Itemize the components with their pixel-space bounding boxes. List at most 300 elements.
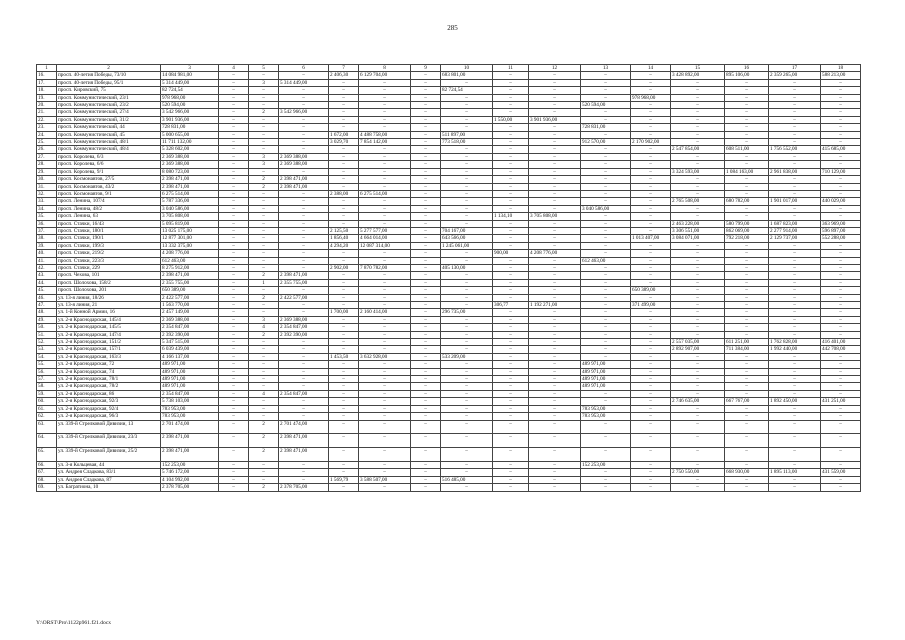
value-cell: – bbox=[493, 94, 529, 101]
value-cell: – bbox=[219, 72, 249, 79]
value-cell: – bbox=[769, 87, 821, 94]
value-cell: – bbox=[219, 353, 249, 360]
table-row bbox=[37, 116, 861, 123]
value-cell: – bbox=[359, 250, 411, 257]
value-cell: – bbox=[359, 361, 411, 368]
value-cell: – bbox=[493, 448, 529, 462]
value-cell: 2 369 388,00 bbox=[161, 153, 219, 160]
value-cell: 4 104 992,00 bbox=[161, 476, 219, 483]
table-row bbox=[37, 94, 861, 101]
value-cell: – bbox=[493, 109, 529, 116]
value-cell: – bbox=[219, 420, 249, 434]
value-cell: – bbox=[279, 242, 329, 249]
address-cell: просп. Космонавтов, 9/1 bbox=[57, 190, 161, 197]
value-cell: – bbox=[279, 309, 329, 316]
value-cell: – bbox=[821, 94, 861, 101]
value-cell: – bbox=[631, 227, 671, 234]
value-cell: – bbox=[329, 287, 359, 294]
row-number-cell: 48. bbox=[37, 309, 57, 316]
value-cell: – bbox=[493, 264, 529, 271]
table-row bbox=[37, 227, 861, 234]
value-cell: – bbox=[411, 361, 441, 368]
value-cell: – bbox=[821, 302, 861, 309]
value-cell: – bbox=[411, 168, 441, 175]
address-cell: просп. Ленина, 48/2 bbox=[57, 205, 161, 212]
value-cell: 2 354 847,00 bbox=[279, 390, 329, 397]
address-cell: ул. 1-й Конной Армии, 16 bbox=[57, 309, 161, 316]
value-cell: – bbox=[581, 420, 631, 434]
value-cell: 489 971,00 bbox=[161, 376, 219, 383]
address-cell: ул. 2-я Краснодарская, 78/2 bbox=[57, 383, 161, 390]
value-cell: – bbox=[631, 124, 671, 131]
value-cell: – bbox=[493, 72, 529, 79]
value-cell: 13 332 375,00 bbox=[161, 242, 219, 249]
value-cell: – bbox=[359, 368, 411, 375]
value-cell: – bbox=[769, 302, 821, 309]
value-cell: – bbox=[359, 153, 411, 160]
address-cell: ул. Багратиона, 10 bbox=[57, 484, 161, 491]
value-cell: – bbox=[219, 302, 249, 309]
table-row bbox=[37, 176, 861, 183]
value-cell: – bbox=[441, 205, 493, 212]
value-cell: – bbox=[769, 257, 821, 264]
value-cell: – bbox=[329, 272, 359, 279]
value-cell: 5 314 449,00 bbox=[279, 79, 329, 86]
value-cell: – bbox=[821, 131, 861, 138]
address-cell: просп. Шолохова, 158/2 bbox=[57, 279, 161, 286]
table-row bbox=[37, 264, 861, 271]
value-cell: – bbox=[769, 287, 821, 294]
value-cell: – bbox=[671, 324, 725, 331]
value-cell: – bbox=[493, 227, 529, 234]
value-cell: – bbox=[529, 94, 581, 101]
row-number-cell: 19. bbox=[37, 94, 57, 101]
row-number-cell: 16. bbox=[37, 72, 57, 79]
value-cell: – bbox=[821, 420, 861, 434]
value-cell: – bbox=[219, 250, 249, 257]
column-number-7: 7 bbox=[329, 65, 359, 72]
value-cell: – bbox=[219, 448, 249, 462]
value-cell: 440 029,00 bbox=[821, 198, 861, 205]
value-cell: 13 025 175,00 bbox=[161, 227, 219, 234]
value-cell: – bbox=[821, 176, 861, 183]
table-row bbox=[37, 205, 861, 212]
value-cell: – bbox=[581, 448, 631, 462]
value-cell: – bbox=[219, 346, 249, 353]
value-cell: – bbox=[411, 257, 441, 264]
value-cell: 3 588 507,00 bbox=[359, 476, 411, 483]
value-cell: 7 870 782,00 bbox=[359, 264, 411, 271]
table-row bbox=[37, 353, 861, 360]
value-cell: – bbox=[441, 294, 493, 301]
value-cell: – bbox=[671, 287, 725, 294]
table-row bbox=[37, 448, 861, 462]
value-cell: 1 856,40 bbox=[329, 235, 359, 242]
value-cell: – bbox=[671, 353, 725, 360]
value-cell: – bbox=[529, 294, 581, 301]
value-cell: – bbox=[725, 376, 769, 383]
value-cell: – bbox=[529, 287, 581, 294]
value-cell: 3 bbox=[249, 161, 279, 168]
value-cell: – bbox=[219, 213, 249, 220]
value-cell: – bbox=[441, 316, 493, 323]
value-cell: – bbox=[441, 287, 493, 294]
value-cell: – bbox=[529, 316, 581, 323]
value-cell: – bbox=[279, 287, 329, 294]
value-cell: 5 787 336,00 bbox=[161, 198, 219, 205]
value-cell: – bbox=[671, 461, 725, 468]
row-number-cell: 35. bbox=[37, 213, 57, 220]
value-cell: – bbox=[411, 102, 441, 109]
value-cell: – bbox=[821, 383, 861, 390]
value-cell: – bbox=[441, 469, 493, 476]
value-cell: – bbox=[631, 461, 671, 468]
value-cell: – bbox=[769, 383, 821, 390]
value-cell: – bbox=[411, 264, 441, 271]
value-cell: – bbox=[671, 309, 725, 316]
value-cell: – bbox=[279, 383, 329, 390]
value-cell: – bbox=[329, 448, 359, 462]
value-cell: – bbox=[821, 353, 861, 360]
column-number-2: 2 bbox=[57, 65, 161, 72]
value-cell: – bbox=[529, 484, 581, 491]
value-cell: – bbox=[581, 87, 631, 94]
value-cell: – bbox=[249, 139, 279, 146]
value-cell: 4 208 776,00 bbox=[161, 250, 219, 257]
value-cell: – bbox=[671, 109, 725, 116]
value-cell: – bbox=[411, 413, 441, 420]
value-cell: 2 398 471,00 bbox=[161, 448, 219, 462]
value-cell: – bbox=[769, 153, 821, 160]
value-cell: – bbox=[493, 316, 529, 323]
value-cell: – bbox=[671, 153, 725, 160]
value-cell: 773 518,00 bbox=[441, 139, 493, 146]
value-cell: – bbox=[329, 161, 359, 168]
value-cell: – bbox=[581, 324, 631, 331]
value-cell: – bbox=[219, 146, 249, 153]
value-cell: – bbox=[219, 116, 249, 123]
column-number-13: 13 bbox=[581, 65, 631, 72]
table-row bbox=[37, 102, 861, 109]
value-cell: – bbox=[219, 235, 249, 242]
value-cell: – bbox=[769, 250, 821, 257]
value-cell: 6 039 439,00 bbox=[161, 346, 219, 353]
value-cell: 5 000 655,00 bbox=[161, 131, 219, 138]
value-cell: 2 547 854,00 bbox=[671, 146, 725, 153]
value-cell: – bbox=[671, 279, 725, 286]
value-cell: 3 bbox=[249, 153, 279, 160]
value-cell: – bbox=[329, 339, 359, 346]
value-cell: – bbox=[671, 376, 725, 383]
value-cell: – bbox=[529, 257, 581, 264]
value-cell: – bbox=[769, 116, 821, 123]
value-cell: 783 953,00 bbox=[581, 405, 631, 412]
value-cell: 2 398 471,00 bbox=[279, 176, 329, 183]
row-number-cell: 43. bbox=[37, 272, 57, 279]
value-cell: – bbox=[359, 116, 411, 123]
value-cell: – bbox=[219, 461, 249, 468]
value-cell: – bbox=[359, 376, 411, 383]
value-cell: – bbox=[441, 272, 493, 279]
value-cell: – bbox=[279, 190, 329, 197]
value-cell: – bbox=[821, 324, 861, 331]
value-cell: 4 208 776,00 bbox=[529, 250, 581, 257]
value-cell: 2 398 471,00 bbox=[161, 176, 219, 183]
value-cell: 2 746 635,00 bbox=[671, 398, 725, 405]
value-cell: – bbox=[249, 168, 279, 175]
value-cell: – bbox=[279, 302, 329, 309]
value-cell: 5 738 103,00 bbox=[161, 398, 219, 405]
value-cell: – bbox=[219, 205, 249, 212]
value-cell: 2 369 388,00 bbox=[161, 316, 219, 323]
value-cell: – bbox=[411, 124, 441, 131]
value-cell: – bbox=[279, 94, 329, 101]
value-cell: – bbox=[529, 461, 581, 468]
value-cell: 516 485,00 bbox=[441, 476, 493, 483]
value-cell: – bbox=[441, 116, 493, 123]
value-cell: – bbox=[359, 79, 411, 86]
row-number-cell: 28. bbox=[37, 161, 57, 168]
table-row bbox=[37, 279, 861, 286]
value-cell: – bbox=[725, 383, 769, 390]
value-cell: 2 961 838,00 bbox=[769, 168, 821, 175]
value-cell: – bbox=[821, 79, 861, 86]
value-cell: – bbox=[441, 161, 493, 168]
value-cell: – bbox=[631, 420, 671, 434]
value-cell: – bbox=[329, 368, 359, 375]
value-cell: 3 705 808,00 bbox=[529, 213, 581, 220]
value-cell: – bbox=[359, 94, 411, 101]
value-cell: 2 392 390,00 bbox=[279, 331, 329, 338]
value-cell: – bbox=[631, 176, 671, 183]
value-cell: – bbox=[631, 161, 671, 168]
value-cell: – bbox=[249, 376, 279, 383]
value-cell: – bbox=[411, 242, 441, 249]
address-cell: просп. Коммунистический, 23/1 bbox=[57, 94, 161, 101]
value-cell: – bbox=[329, 294, 359, 301]
column-number-4: 4 bbox=[219, 65, 249, 72]
value-cell: – bbox=[359, 124, 411, 131]
value-cell: – bbox=[329, 213, 359, 220]
value-cell: – bbox=[769, 390, 821, 397]
table-row bbox=[37, 413, 861, 420]
value-cell: 489 971,00 bbox=[161, 383, 219, 390]
value-cell: – bbox=[821, 161, 861, 168]
address-cell: просп. Коммунистический, 48/4 bbox=[57, 146, 161, 153]
value-cell: 4 166 137,00 bbox=[161, 353, 219, 360]
value-cell: – bbox=[493, 272, 529, 279]
value-cell: – bbox=[279, 146, 329, 153]
value-cell: 792 218,00 bbox=[725, 235, 769, 242]
table-row bbox=[37, 294, 861, 301]
value-cell: – bbox=[529, 279, 581, 286]
value-cell: – bbox=[769, 368, 821, 375]
value-cell: – bbox=[631, 316, 671, 323]
value-cell: 650 389,00 bbox=[631, 287, 671, 294]
value-cell: 2 369 388,00 bbox=[279, 316, 329, 323]
value-cell: – bbox=[411, 294, 441, 301]
value-cell: 12 087 314,00 bbox=[359, 242, 411, 249]
address-cell: просп. Шолохова, 201 bbox=[57, 287, 161, 294]
value-cell: 1 bbox=[249, 279, 279, 286]
value-cell: 3 040 586,00 bbox=[161, 205, 219, 212]
value-cell: – bbox=[581, 213, 631, 220]
value-cell: 2 892 907,00 bbox=[671, 346, 725, 353]
value-cell: 82 724,54 bbox=[161, 87, 219, 94]
value-cell: 2 bbox=[249, 294, 279, 301]
value-cell: – bbox=[725, 461, 769, 468]
address-cell: ул. 2-я Краснодарская, 86 bbox=[57, 390, 161, 397]
value-cell: – bbox=[769, 131, 821, 138]
value-cell: – bbox=[359, 331, 411, 338]
row-number-cell: 58. bbox=[37, 383, 57, 390]
value-cell: – bbox=[219, 257, 249, 264]
value-cell: – bbox=[249, 264, 279, 271]
value-cell: 2 378 705,00 bbox=[161, 484, 219, 491]
value-cell: – bbox=[359, 198, 411, 205]
value-cell: – bbox=[821, 87, 861, 94]
value-cell: – bbox=[219, 124, 249, 131]
value-cell: – bbox=[279, 469, 329, 476]
value-cell: – bbox=[411, 109, 441, 116]
value-cell: 1 013 407,00 bbox=[631, 235, 671, 242]
value-cell: – bbox=[631, 264, 671, 271]
table-row bbox=[37, 398, 861, 405]
address-cell: ул. 339-й Стрелковой Дивизии, 23/3 bbox=[57, 434, 161, 448]
value-cell: – bbox=[769, 420, 821, 434]
row-number-cell: 18. bbox=[37, 87, 57, 94]
value-cell: 7 854 142,00 bbox=[359, 139, 411, 146]
value-cell: – bbox=[581, 476, 631, 483]
value-cell: 2 398 471,00 bbox=[161, 434, 219, 448]
address-cell: ул. 2-я Краснодарская, 163/3 bbox=[57, 353, 161, 360]
value-cell: – bbox=[581, 79, 631, 86]
value-cell: 1 084 163,00 bbox=[725, 168, 769, 175]
value-cell: – bbox=[219, 102, 249, 109]
column-number-1: 1 bbox=[37, 65, 57, 72]
value-cell: – bbox=[219, 287, 249, 294]
row-number-cell: 31. bbox=[37, 183, 57, 190]
table-row bbox=[37, 139, 861, 146]
value-cell: 2 398 471,00 bbox=[279, 448, 329, 462]
value-cell: 5 277 577,00 bbox=[359, 227, 411, 234]
row-number-cell: 23. bbox=[37, 124, 57, 131]
value-cell: – bbox=[631, 279, 671, 286]
row-number-cell: 27. bbox=[37, 153, 57, 160]
value-cell: – bbox=[493, 79, 529, 86]
value-cell: – bbox=[631, 361, 671, 368]
value-cell: – bbox=[821, 405, 861, 412]
row-number-cell: 60. bbox=[37, 398, 57, 405]
value-cell: – bbox=[441, 413, 493, 420]
value-cell: – bbox=[329, 302, 359, 309]
column-number-16: 16 bbox=[725, 65, 769, 72]
value-cell: – bbox=[329, 398, 359, 405]
value-cell: 3 029,70 bbox=[329, 139, 359, 146]
value-cell: – bbox=[441, 220, 493, 227]
value-cell: – bbox=[219, 168, 249, 175]
value-cell: 8 275 912,00 bbox=[161, 264, 219, 271]
value-cell: 489 971,00 bbox=[161, 361, 219, 368]
value-cell: 2 bbox=[249, 331, 279, 338]
value-cell: – bbox=[493, 413, 529, 420]
value-cell: – bbox=[529, 183, 581, 190]
value-cell: 683 801,00 bbox=[441, 72, 493, 79]
value-cell: – bbox=[725, 368, 769, 375]
value-cell: – bbox=[821, 190, 861, 197]
value-cell: – bbox=[581, 94, 631, 101]
value-cell: – bbox=[529, 420, 581, 434]
value-cell: – bbox=[493, 383, 529, 390]
value-cell: – bbox=[631, 294, 671, 301]
value-cell: 978 968,00 bbox=[161, 94, 219, 101]
value-cell: – bbox=[493, 146, 529, 153]
table-row bbox=[37, 146, 861, 153]
value-cell: – bbox=[411, 220, 441, 227]
value-cell: 2 398 471,00 bbox=[161, 272, 219, 279]
value-cell: 1 756 552,00 bbox=[769, 146, 821, 153]
value-cell: – bbox=[279, 368, 329, 375]
value-cell: 4 664 014,00 bbox=[359, 235, 411, 242]
value-cell: 596 897,00 bbox=[821, 227, 861, 234]
value-cell: – bbox=[581, 153, 631, 160]
value-cell: – bbox=[411, 227, 441, 234]
value-cell: – bbox=[249, 94, 279, 101]
value-cell: – bbox=[671, 434, 725, 448]
value-cell: – bbox=[441, 390, 493, 397]
value-cell: – bbox=[411, 346, 441, 353]
value-cell: – bbox=[219, 390, 249, 397]
value-cell: 152 253,00 bbox=[581, 461, 631, 468]
value-cell: 1 762 828,00 bbox=[769, 339, 821, 346]
table-row bbox=[37, 390, 861, 397]
value-cell: 2 463 228,00 bbox=[671, 220, 725, 227]
value-cell: – bbox=[411, 331, 441, 338]
table-row bbox=[37, 213, 861, 220]
column-number-14: 14 bbox=[631, 65, 671, 72]
value-cell: – bbox=[329, 183, 359, 190]
value-cell: – bbox=[769, 190, 821, 197]
value-cell: – bbox=[821, 287, 861, 294]
value-cell: 2 354 847,00 bbox=[161, 390, 219, 397]
value-cell: 1 563 770,00 bbox=[161, 302, 219, 309]
value-cell: 296 735,00 bbox=[441, 309, 493, 316]
value-cell: – bbox=[581, 250, 631, 257]
value-cell: 3 bbox=[249, 79, 279, 86]
value-cell: – bbox=[529, 220, 581, 227]
value-cell: – bbox=[725, 390, 769, 397]
value-cell: – bbox=[821, 264, 861, 271]
value-cell: – bbox=[631, 198, 671, 205]
value-cell: – bbox=[359, 339, 411, 346]
value-cell: – bbox=[441, 250, 493, 257]
value-cell: 2 bbox=[249, 434, 279, 448]
value-cell: – bbox=[529, 190, 581, 197]
value-cell: – bbox=[581, 161, 631, 168]
value-cell: – bbox=[671, 161, 725, 168]
value-cell: – bbox=[725, 272, 769, 279]
value-cell: – bbox=[725, 183, 769, 190]
value-cell: – bbox=[359, 213, 411, 220]
table-row bbox=[37, 461, 861, 468]
value-cell: – bbox=[441, 461, 493, 468]
value-cell: 2 422 577,00 bbox=[279, 294, 329, 301]
value-cell: – bbox=[725, 434, 769, 448]
value-cell: – bbox=[441, 346, 493, 353]
row-number-cell: 69. bbox=[37, 484, 57, 491]
value-cell: 2 bbox=[249, 420, 279, 434]
row-number-cell: 44. bbox=[37, 279, 57, 286]
